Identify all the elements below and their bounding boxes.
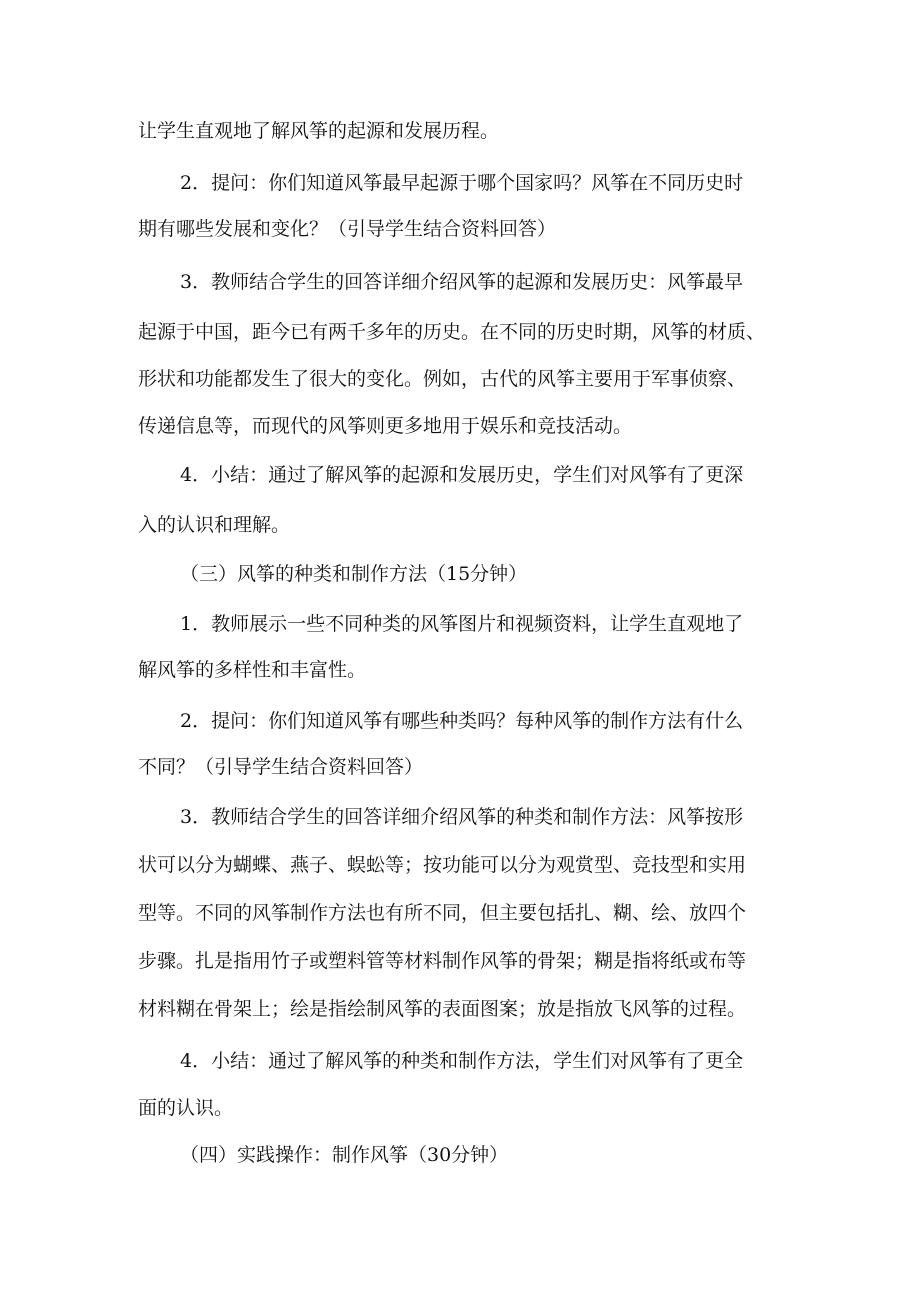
text-line: 传递信息等，而现代的风筝则更多地用于娱乐和竞技活动。 [138,415,633,437]
text-line: 起源于中国，距今已有两千多年的历史。在不同的历史时期，风筝的材质、 [138,321,766,343]
text-line: 3．教师结合学生的回答详细介绍风筝的种类和制作方法：风筝按形 [180,806,744,828]
text-line: 材料糊在骨架上；绘是指绘制风筝的表面图案；放是指放飞风筝的过程。 [138,998,747,1020]
text-line: 4．小结：通过了解风筝的起源和发展历史，学生们对风筝有了更深 [180,464,744,486]
text-line: 型等。不同的风筝制作方法也有所不同，但主要包括扎、糊、绘、放四个 [138,902,747,924]
text-line: 2．提问：你们知道风筝最早起源于哪个国家吗？风筝在不同历史时 [180,172,744,194]
text-line: 解风筝的多样性和丰富性。 [138,659,367,681]
text-line: 状可以分为蝴蝶、燕子、蜈蚣等；按功能可以分为观赏型、竞技型和实用 [138,854,747,876]
text-line: 让学生直观地了解风筝的起源和发展历程。 [138,120,500,142]
text-line: 4．小结：通过了解风筝的种类和制作方法，学生们对风筝有了更全 [180,1050,744,1072]
text-line: 1．教师展示一些不同种类的风筝图片和视频资料，让学生直观地了 [180,613,744,635]
text-line: 面的认识。 [138,1097,234,1119]
section-heading: （四）实践操作：制作风筝（30分钟） [180,1144,509,1166]
text-line: 入的认识和理解。 [138,514,291,536]
text-line: 2．提问：你们知道风筝有哪些种类吗？每种风筝的制作方法有什么 [180,710,744,732]
text-line: 形状和功能都发生了很大的变化。例如，古代的风筝主要用于军事侦察、 [138,368,747,390]
text-line: 3．教师结合学生的回答详细介绍风筝的起源和发展历史：风筝最早 [180,271,744,293]
text-line: 期有哪些发展和变化？（引导学生结合资料回答） [138,218,557,240]
text-line: 步骤。扎是指用竹子或塑料管等材料制作风筝的骨架；糊是指将纸或布等 [138,950,747,972]
text-line: 不同？（引导学生结合资料回答） [138,756,424,778]
section-heading: （三）风筝的种类和制作方法（15分钟） [180,563,528,585]
